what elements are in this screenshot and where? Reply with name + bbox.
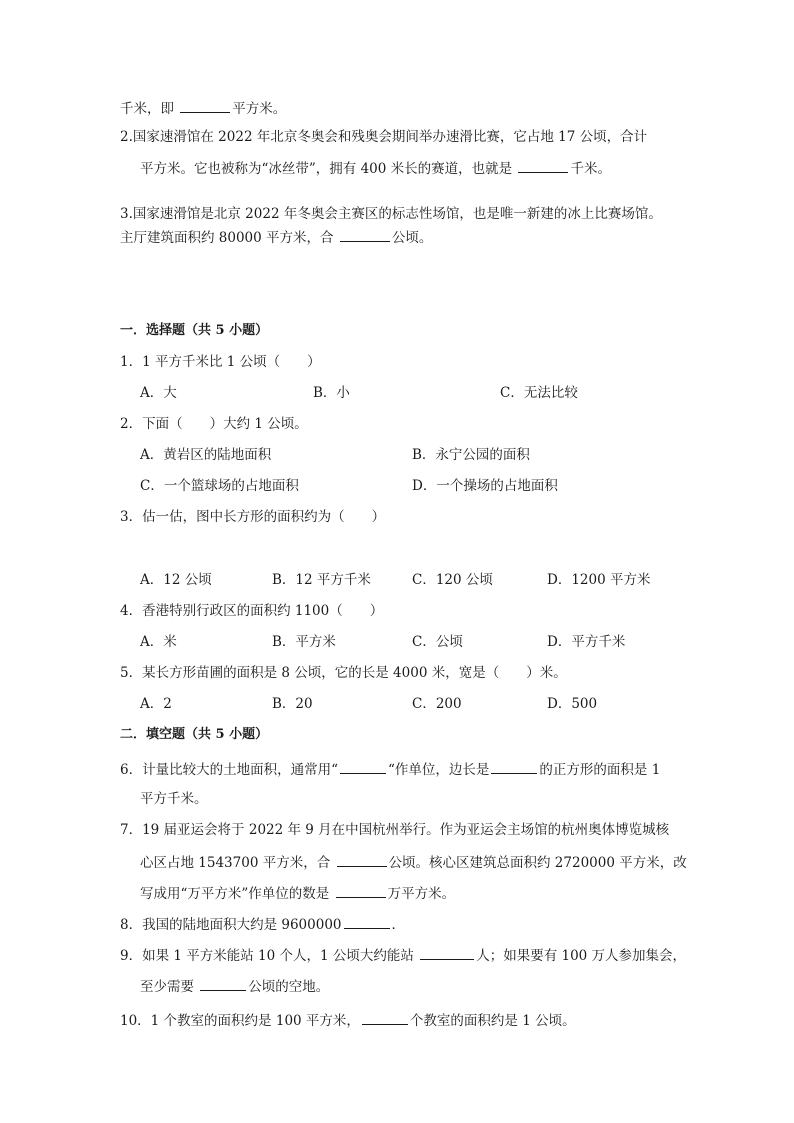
section-title-fill: 二．填空题（共 5 小题） bbox=[120, 727, 269, 742]
q9-line2-a: 至少需要 bbox=[140, 979, 194, 995]
q2-option-c[interactable]: C．一个篮球场的占地面积 bbox=[140, 478, 299, 494]
q5-option-b[interactable]: B．20 bbox=[272, 696, 313, 712]
q1-option-c[interactable]: C．无法比较 bbox=[500, 385, 578, 401]
answer-blank[interactable] bbox=[362, 1010, 408, 1025]
answer-blank[interactable] bbox=[491, 759, 537, 774]
q3-option-b[interactable]: B．12 平方千米 bbox=[272, 572, 371, 588]
q9-line2-b: 公顷的空地。 bbox=[248, 979, 330, 995]
q3-stem: 3．估一估，图中长方形的面积约为（ ） bbox=[120, 509, 386, 525]
q10-line bbox=[120, 1010, 576, 1030]
q5-stem: 5．某长方形苗圃的面积是 8 公顷，它的长是 4000 米，宽是（ ）米。 bbox=[120, 665, 567, 681]
q5-option-d[interactable]: D．500 bbox=[547, 696, 598, 712]
p3-line1: 3.国家速滑馆是北京 2022 年冬奥会主赛区的标志性场馆，也是唯一新建的冰上比赛场馆。 bbox=[120, 206, 662, 222]
answer-blank[interactable] bbox=[518, 158, 568, 173]
p3-line2-b: 公顷。 bbox=[391, 230, 433, 246]
q7-line2 bbox=[140, 852, 687, 872]
p2-line2-b: 千米。 bbox=[570, 161, 611, 177]
p2-line2-a: 平方米。它也被称为“冰丝带”，拥有 400 米长的赛道，也就是 bbox=[140, 161, 513, 177]
q7-line3 bbox=[140, 883, 455, 903]
q7-line3-a: 写成用“万平方米”作单位的数是 bbox=[140, 886, 330, 902]
q6-part-b: “作单位，边长是 bbox=[388, 762, 490, 778]
q8-part-a: 8．我国的陆地面积大约是 9600000 bbox=[120, 917, 342, 933]
p1-tail bbox=[120, 98, 286, 118]
q7-line2-a: 心区占地 1543700 平方米，合 bbox=[140, 855, 331, 871]
q9-line1 bbox=[120, 945, 686, 965]
q6-line2: 平方千米。 bbox=[140, 791, 208, 807]
q1-stem: 1．1 平方千米比 1 公顷（ ） bbox=[120, 354, 321, 370]
q8-line bbox=[120, 914, 405, 934]
answer-blank[interactable] bbox=[340, 759, 386, 774]
q7-line2-b: 公顷。核心区建筑总面积约 2720000 平方米，改 bbox=[388, 855, 687, 871]
q6-part-a: 6．计量比较大的土地面积，通常用“ bbox=[120, 762, 338, 778]
q2-stem: 2．下面（ ）大约 1 公顷。 bbox=[120, 416, 308, 432]
answer-blank[interactable] bbox=[344, 914, 390, 929]
q4-option-b[interactable]: B．平方米 bbox=[272, 634, 336, 650]
q7-line1: 7．19 届亚运会将于 2022 年 9 月在中国杭州举行。作为亚运会主场馆的杭州奥体博览城核 bbox=[120, 822, 670, 838]
answer-blank[interactable] bbox=[340, 227, 390, 242]
answer-blank[interactable] bbox=[180, 98, 230, 113]
q3-option-a[interactable]: A．12 公顷 bbox=[140, 572, 212, 588]
q1-option-b[interactable]: B．小 bbox=[313, 385, 350, 401]
answer-blank[interactable] bbox=[336, 883, 386, 898]
q2-option-d[interactable]: D．一个操场的占地面积 bbox=[412, 478, 558, 494]
q4-stem: 4．香港特别行政区的面积约 1100（ ） bbox=[120, 603, 384, 619]
answer-blank[interactable] bbox=[200, 976, 246, 991]
q4-option-c[interactable]: C．公顷 bbox=[412, 634, 463, 650]
q4-option-d[interactable]: D．平方千米 bbox=[547, 634, 626, 650]
q3-option-d[interactable]: D．1200 平方米 bbox=[547, 572, 651, 588]
section-title-choice: 一．选择题（共 5 小题） bbox=[120, 323, 269, 338]
q10-part-b: 个教室的面积约是 1 公顷。 bbox=[409, 1013, 576, 1029]
q1-option-a[interactable]: A．大 bbox=[140, 385, 177, 401]
p1-tail-prefix: 千米，即 bbox=[120, 101, 174, 117]
q5-option-a[interactable]: A．2 bbox=[140, 696, 172, 712]
q2-option-b[interactable]: B．永宁公园的面积 bbox=[412, 447, 530, 463]
q10-part-a: 10．1 个教室的面积约是 100 平方米， bbox=[120, 1013, 360, 1029]
q4-option-a[interactable]: A．米 bbox=[140, 634, 177, 650]
p2-line2 bbox=[140, 158, 611, 178]
p3-line2-a: 主厅建筑面积约 80000 平方米，合 bbox=[120, 230, 334, 246]
q6-part-c: 的正方形的面积是 1 bbox=[539, 762, 661, 778]
p3-line2 bbox=[120, 227, 432, 247]
p1-tail-suffix: 平方米。 bbox=[232, 101, 287, 117]
answer-blank[interactable] bbox=[420, 945, 474, 960]
q9-line2 bbox=[140, 976, 329, 996]
q7-line3-b: 万平方米。 bbox=[387, 886, 456, 902]
q5-option-c[interactable]: C．200 bbox=[412, 696, 462, 712]
answer-blank[interactable] bbox=[337, 852, 387, 867]
q3-option-c[interactable]: C．120 公顷 bbox=[412, 572, 493, 588]
q2-option-a[interactable]: A．黄岩区的陆地面积 bbox=[140, 447, 272, 463]
q9-line1-b: 人；如果要有 100 万人参加集会， bbox=[476, 948, 687, 964]
p2-line1: 2.国家速滑馆在 2022 年北京冬奥会和残奥会期间举办速滑比赛，它占地 17 公顷，合计 bbox=[120, 129, 648, 145]
q6-line1 bbox=[120, 759, 660, 779]
q9-line1-a: 9．如果 1 平方米能站 10 个人，1 公顷大约能站 bbox=[120, 948, 414, 964]
q8-part-b: ． bbox=[391, 917, 406, 933]
